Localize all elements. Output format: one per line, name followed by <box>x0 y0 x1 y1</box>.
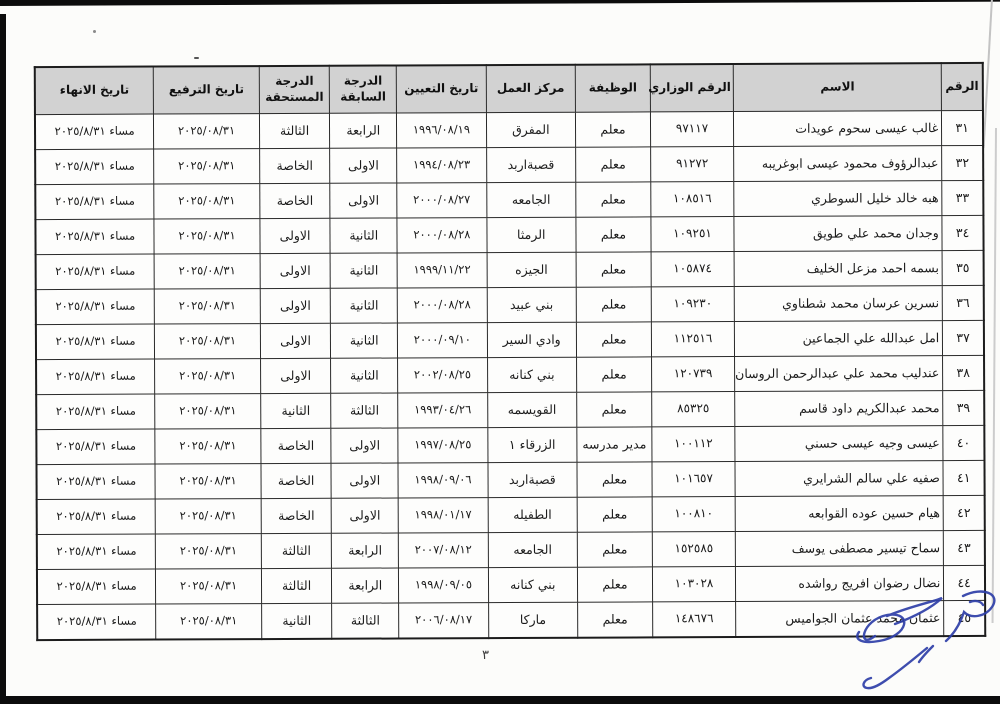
column-header-center: مركز العمل <box>486 65 576 113</box>
table-row <box>35 110 983 149</box>
cell-end: مساء ٢٠٢٥/٨/٣١ <box>35 184 154 220</box>
table-header <box>35 63 983 115</box>
cell-ministry: ٩٧١١٧ <box>650 112 733 147</box>
cell-job: معلم <box>576 287 651 322</box>
cell-center: القويسمه <box>487 392 577 427</box>
cell-center: الرمثا <box>487 217 577 252</box>
cell-name: سماح تيسير مصطفى يوسف <box>735 531 943 567</box>
cell-center: قصبةاربد <box>486 147 576 182</box>
staff-table <box>34 62 986 641</box>
cell-promo: ٢٠٢٥/٠٨/٣١ <box>154 289 260 324</box>
cell-prev: الثانية <box>331 358 398 393</box>
cell-job: معلم <box>577 497 652 532</box>
cell-end: مساء ٢٠٢٥/٨/٣١ <box>37 569 156 605</box>
cell-ministry: ٩١٢٧٢ <box>651 147 734 182</box>
table-row <box>35 180 983 219</box>
cell-ministry: ١١٢٥١٦ <box>651 322 734 357</box>
cell-due: الخاصة <box>260 183 331 218</box>
cell-raqm: ٣٥ <box>942 250 983 285</box>
cell-end: مساء ٢٠٢٥/٨/٣١ <box>35 219 154 255</box>
cell-promo: ٢٠٢٥/٠٨/٣١ <box>156 604 262 640</box>
column-header-name: الاسم <box>733 63 941 111</box>
cell-end: مساء ٢٠٢٥/٨/٣١ <box>36 464 155 500</box>
cell-raqm: ٤٥ <box>944 600 985 636</box>
cell-promo: ٢٠٢٥/٠٨/٣١ <box>154 219 260 254</box>
column-header-end: تاريخ الانهاء <box>35 67 154 115</box>
cell-raqm: ٣٤ <box>942 215 983 250</box>
cell-end: مساء ٢٠٢٥/٨/٣١ <box>36 289 155 325</box>
cell-hire: ٢٠٠٠/٠٨/٢٨ <box>397 218 487 253</box>
cell-promo: ٢٠٢٥/٠٨/٣١ <box>155 394 261 429</box>
cell-job: معلم <box>578 602 653 638</box>
cell-name: هيام حسين عوده القوابعه <box>735 496 943 532</box>
table-row <box>35 215 983 254</box>
cell-center: الجامعه <box>486 182 576 217</box>
cell-job: معلم <box>576 147 651 182</box>
cell-hire: ١٩٩٨/٠٩/٠٦ <box>398 463 488 498</box>
cell-center: الطفيله <box>488 497 578 532</box>
cell-name: وجدان محمد علي طويق <box>734 216 942 252</box>
cell-due: الخاصة <box>261 428 332 463</box>
cell-promo: ٢٠٢٥/٠٨/٣١ <box>156 569 262 604</box>
cell-prev: الثانية <box>330 253 397 288</box>
cell-name: نسرين عرسان محمد شطناوي <box>734 286 942 322</box>
cell-center: الزرقاء ١ <box>487 427 577 462</box>
cell-ministry: ١٠٨٥١٦ <box>651 182 734 217</box>
cell-job: مدير مدرسه <box>577 427 652 462</box>
cell-prev: الثالثة <box>332 603 399 639</box>
cell-promo: ٢٠٢٥/٠٨/٣١ <box>155 499 261 534</box>
scan-edge-right-line <box>992 128 997 623</box>
table-row <box>36 320 984 359</box>
cell-raqm: ٤١ <box>943 460 984 495</box>
column-header-raqm: الرقم <box>942 63 983 111</box>
table-wrapper <box>34 62 986 641</box>
cell-ministry: ١٠٩٢٣٠ <box>651 287 734 322</box>
cell-prev: الثانية <box>331 288 398 323</box>
cell-raqm: ٣٢ <box>942 145 983 180</box>
table-row <box>36 250 984 289</box>
cell-hire: ١٩٩٨/٠١/١٧ <box>398 498 488 533</box>
cell-end: مساء ٢٠٢٥/٨/٣١ <box>37 604 156 640</box>
cell-ministry: ١٠٠٨١٠ <box>652 497 735 532</box>
cell-end: مساء ٢٠٢٥/٨/٣١ <box>36 429 155 465</box>
cell-prev: الثانية <box>331 323 398 358</box>
cell-promo: ٢٠٢٥/٠٨/٣١ <box>156 534 262 569</box>
column-header-prev: الدرجة السابقة <box>330 65 397 113</box>
cell-ministry: ١٢٠٧٣٩ <box>651 357 734 392</box>
scan-edge-top <box>0 0 1000 6</box>
cell-name: غالب عيسى سحوم عويدات <box>733 111 941 147</box>
page-number: ٣ <box>482 648 489 663</box>
cell-name: صفيه علي سالم الشرايري <box>735 461 943 497</box>
scan-speck <box>194 57 199 59</box>
cell-hire: ٢٠٠٠/٠٨/٢٨ <box>397 288 487 323</box>
cell-name: بسمه احمد مزعل الخليف <box>734 251 942 287</box>
cell-job: معلم <box>576 217 651 252</box>
cell-name: عيسى وجيه عيسى حسني <box>735 426 943 462</box>
cell-hire: ١٩٩٧/٠٨/٢٥ <box>398 428 488 463</box>
cell-name: عثمان محمد عثمان الجواميس <box>736 601 944 637</box>
cell-raqm: ٣٣ <box>942 180 983 215</box>
cell-end: مساء ٢٠٢٥/٨/٣١ <box>37 534 156 570</box>
cell-prev: الاولى <box>331 498 398 533</box>
column-header-job: الوظيفة <box>575 64 650 112</box>
cell-center: قصبةاربد <box>488 462 578 497</box>
cell-center: بني كنانه <box>487 357 577 392</box>
table-row <box>37 495 985 534</box>
cell-center: بني عبيد <box>487 287 577 322</box>
cell-job: معلم <box>576 182 651 217</box>
table-row <box>36 285 984 324</box>
cell-promo: ٢٠٢٥/٠٨/٣١ <box>154 114 260 149</box>
cell-prev: الرابعة <box>330 113 397 148</box>
table-row <box>36 355 984 394</box>
column-header-hire: تاريخ التعيين <box>396 65 486 113</box>
cell-name: محمد عبدالكريم داود قاسم <box>735 391 943 427</box>
cell-due: الخاصة <box>261 498 332 533</box>
cell-center: بني كنانه <box>488 567 578 602</box>
cell-center: وادي السير <box>487 322 577 357</box>
cell-due: الاولى <box>260 288 331 323</box>
cell-name: نضال رضوان افريج رواشده <box>735 566 943 602</box>
cell-due: الاولى <box>260 323 331 358</box>
cell-end: مساء ٢٠٢٥/٨/٣١ <box>35 149 154 185</box>
cell-promo: ٢٠٢٥/٠٨/٣١ <box>154 149 260 184</box>
cell-ministry: ١٠١٦٥٧ <box>652 462 735 497</box>
cell-name: هبه خالد خليل السوطري <box>734 181 942 217</box>
cell-hire: ٢٠٠٧/٠٨/١٢ <box>398 533 488 568</box>
cell-promo: ٢٠٢٥/٠٨/٣١ <box>155 324 261 359</box>
column-header-due: الدرجة المستحقة <box>259 66 330 114</box>
table-row <box>37 530 985 569</box>
cell-raqm: ٤٠ <box>943 425 984 460</box>
cell-end: مساء ٢٠٢٥/٨/٣١ <box>36 324 155 360</box>
table-body <box>35 110 985 640</box>
cell-job: معلم <box>577 567 652 602</box>
cell-raqm: ٣٨ <box>943 355 984 390</box>
handwritten-signature-icon <box>815 588 1000 703</box>
cell-due: الثالثة <box>261 533 332 568</box>
cell-hire: ١٩٩٦/٠٨/١٩ <box>397 113 487 148</box>
cell-job: معلم <box>577 532 652 567</box>
cell-name: عبدالرؤوف محمود عيسى ابوغريبه <box>734 146 942 182</box>
cell-prev: الاولى <box>331 463 398 498</box>
cell-center: ماركا <box>488 602 578 638</box>
cell-end: مساء ٢٠٢٥/٨/٣١ <box>37 499 156 535</box>
cell-end: مساء ٢٠٢٥/٨/٣١ <box>36 359 155 395</box>
cell-prev: الاولى <box>331 428 398 463</box>
table-row <box>35 145 983 184</box>
cell-ministry: ١٥٢٥٨٥ <box>652 532 735 567</box>
cell-due: الثانية <box>261 393 332 428</box>
cell-due: الثالثة <box>261 568 332 603</box>
cell-hire: ١٩٩٨/٠٩/٠٥ <box>399 568 489 603</box>
table-row <box>36 460 984 499</box>
cell-hire: ٢٠٠٠/٠٩/١٠ <box>398 323 488 358</box>
cell-hire: ٢٠٠٠/٠٨/٢٧ <box>397 183 487 218</box>
cell-promo: ٢٠٢٥/٠٨/٣١ <box>154 184 260 219</box>
cell-job: معلم <box>577 392 652 427</box>
scan-edge-left <box>0 14 6 704</box>
table-row <box>36 425 984 464</box>
cell-prev: الاولى <box>330 148 397 183</box>
cell-raqm: ٤٤ <box>944 565 985 600</box>
column-header-promo: تاريخ الترفيع <box>154 66 260 114</box>
cell-raqm: ٤٣ <box>944 530 985 565</box>
cell-hire: ١٩٩٤/٠٨/٢٣ <box>397 148 487 183</box>
cell-ministry: ١٠٥٨٧٤ <box>651 252 734 287</box>
cell-job: معلم <box>576 252 651 287</box>
cell-center: الجيزه <box>487 252 577 287</box>
cell-ministry: ١٠٠١١٢ <box>652 427 735 462</box>
cell-prev: الرابعة <box>332 533 399 568</box>
cell-promo: ٢٠٢٥/٠٨/٣١ <box>155 429 261 464</box>
cell-prev: الرابعة <box>332 568 399 603</box>
cell-due: الثالثة <box>259 113 330 148</box>
cell-prev: الاولى <box>330 183 397 218</box>
cell-due: الخاصة <box>261 463 332 498</box>
cell-due: الاولى <box>260 218 331 253</box>
cell-hire: ١٩٩٣/٠٤/٢٦ <box>398 393 488 428</box>
cell-ministry: ١٤٨٦٧٦ <box>653 602 736 638</box>
cell-name: امل عبدالله علي الجماعين <box>734 321 942 357</box>
cell-promo: ٢٠٢٥/٠٨/٣١ <box>155 359 261 394</box>
cell-name: عندليب محمد علي عبدالرحمن الروسان <box>735 356 943 392</box>
cell-end: مساء ٢٠٢٥/٨/٣١ <box>35 114 154 150</box>
header-row <box>35 63 983 115</box>
table-row <box>36 390 984 429</box>
cell-promo: ٢٠٢٥/٠٨/٣١ <box>154 254 260 289</box>
cell-job: معلم <box>575 112 650 147</box>
cell-ministry: ١٠٣٠٢٨ <box>652 567 735 602</box>
cell-end: مساء ٢٠٢٥/٨/٣١ <box>36 254 155 290</box>
cell-end: مساء ٢٠٢٥/٨/٣١ <box>36 394 155 430</box>
cell-due: الاولى <box>260 358 331 393</box>
cell-raqm: ٣٩ <box>943 390 984 425</box>
cell-prev: الثانية <box>330 218 397 253</box>
cell-hire: ١٩٩٩/١١/٢٢ <box>397 253 487 288</box>
cell-raqm: ٣١ <box>942 110 983 145</box>
scan-edge-right-diagonal <box>983 0 993 148</box>
cell-ministry: ٨٥٣٢٥ <box>652 392 735 427</box>
column-header-ministry: الرقم الوزاري <box>650 64 733 112</box>
cell-due: الاولى <box>260 253 331 288</box>
cell-center: الجامعه <box>488 532 578 567</box>
cell-prev: الثالثة <box>331 393 398 428</box>
cell-hire: ٢٠٠٢/٠٨/٢٥ <box>398 358 488 393</box>
scan-speck <box>93 30 96 33</box>
cell-due: الخاصة <box>259 148 330 183</box>
cell-job: معلم <box>577 357 652 392</box>
cell-promo: ٢٠٢٥/٠٨/٣١ <box>155 464 261 499</box>
cell-center: المفرق <box>486 112 576 147</box>
cell-job: معلم <box>577 462 652 497</box>
cell-raqm: ٣٧ <box>943 320 984 355</box>
cell-hire: ٢٠٠٦/٠٨/١٧ <box>399 603 489 639</box>
cell-raqm: ٤٢ <box>943 495 984 530</box>
cell-ministry: ١٠٩٢٥١ <box>651 217 734 252</box>
cell-due: الثانية <box>261 603 332 639</box>
cell-job: معلم <box>576 322 651 357</box>
cell-raqm: ٣٦ <box>942 285 983 320</box>
